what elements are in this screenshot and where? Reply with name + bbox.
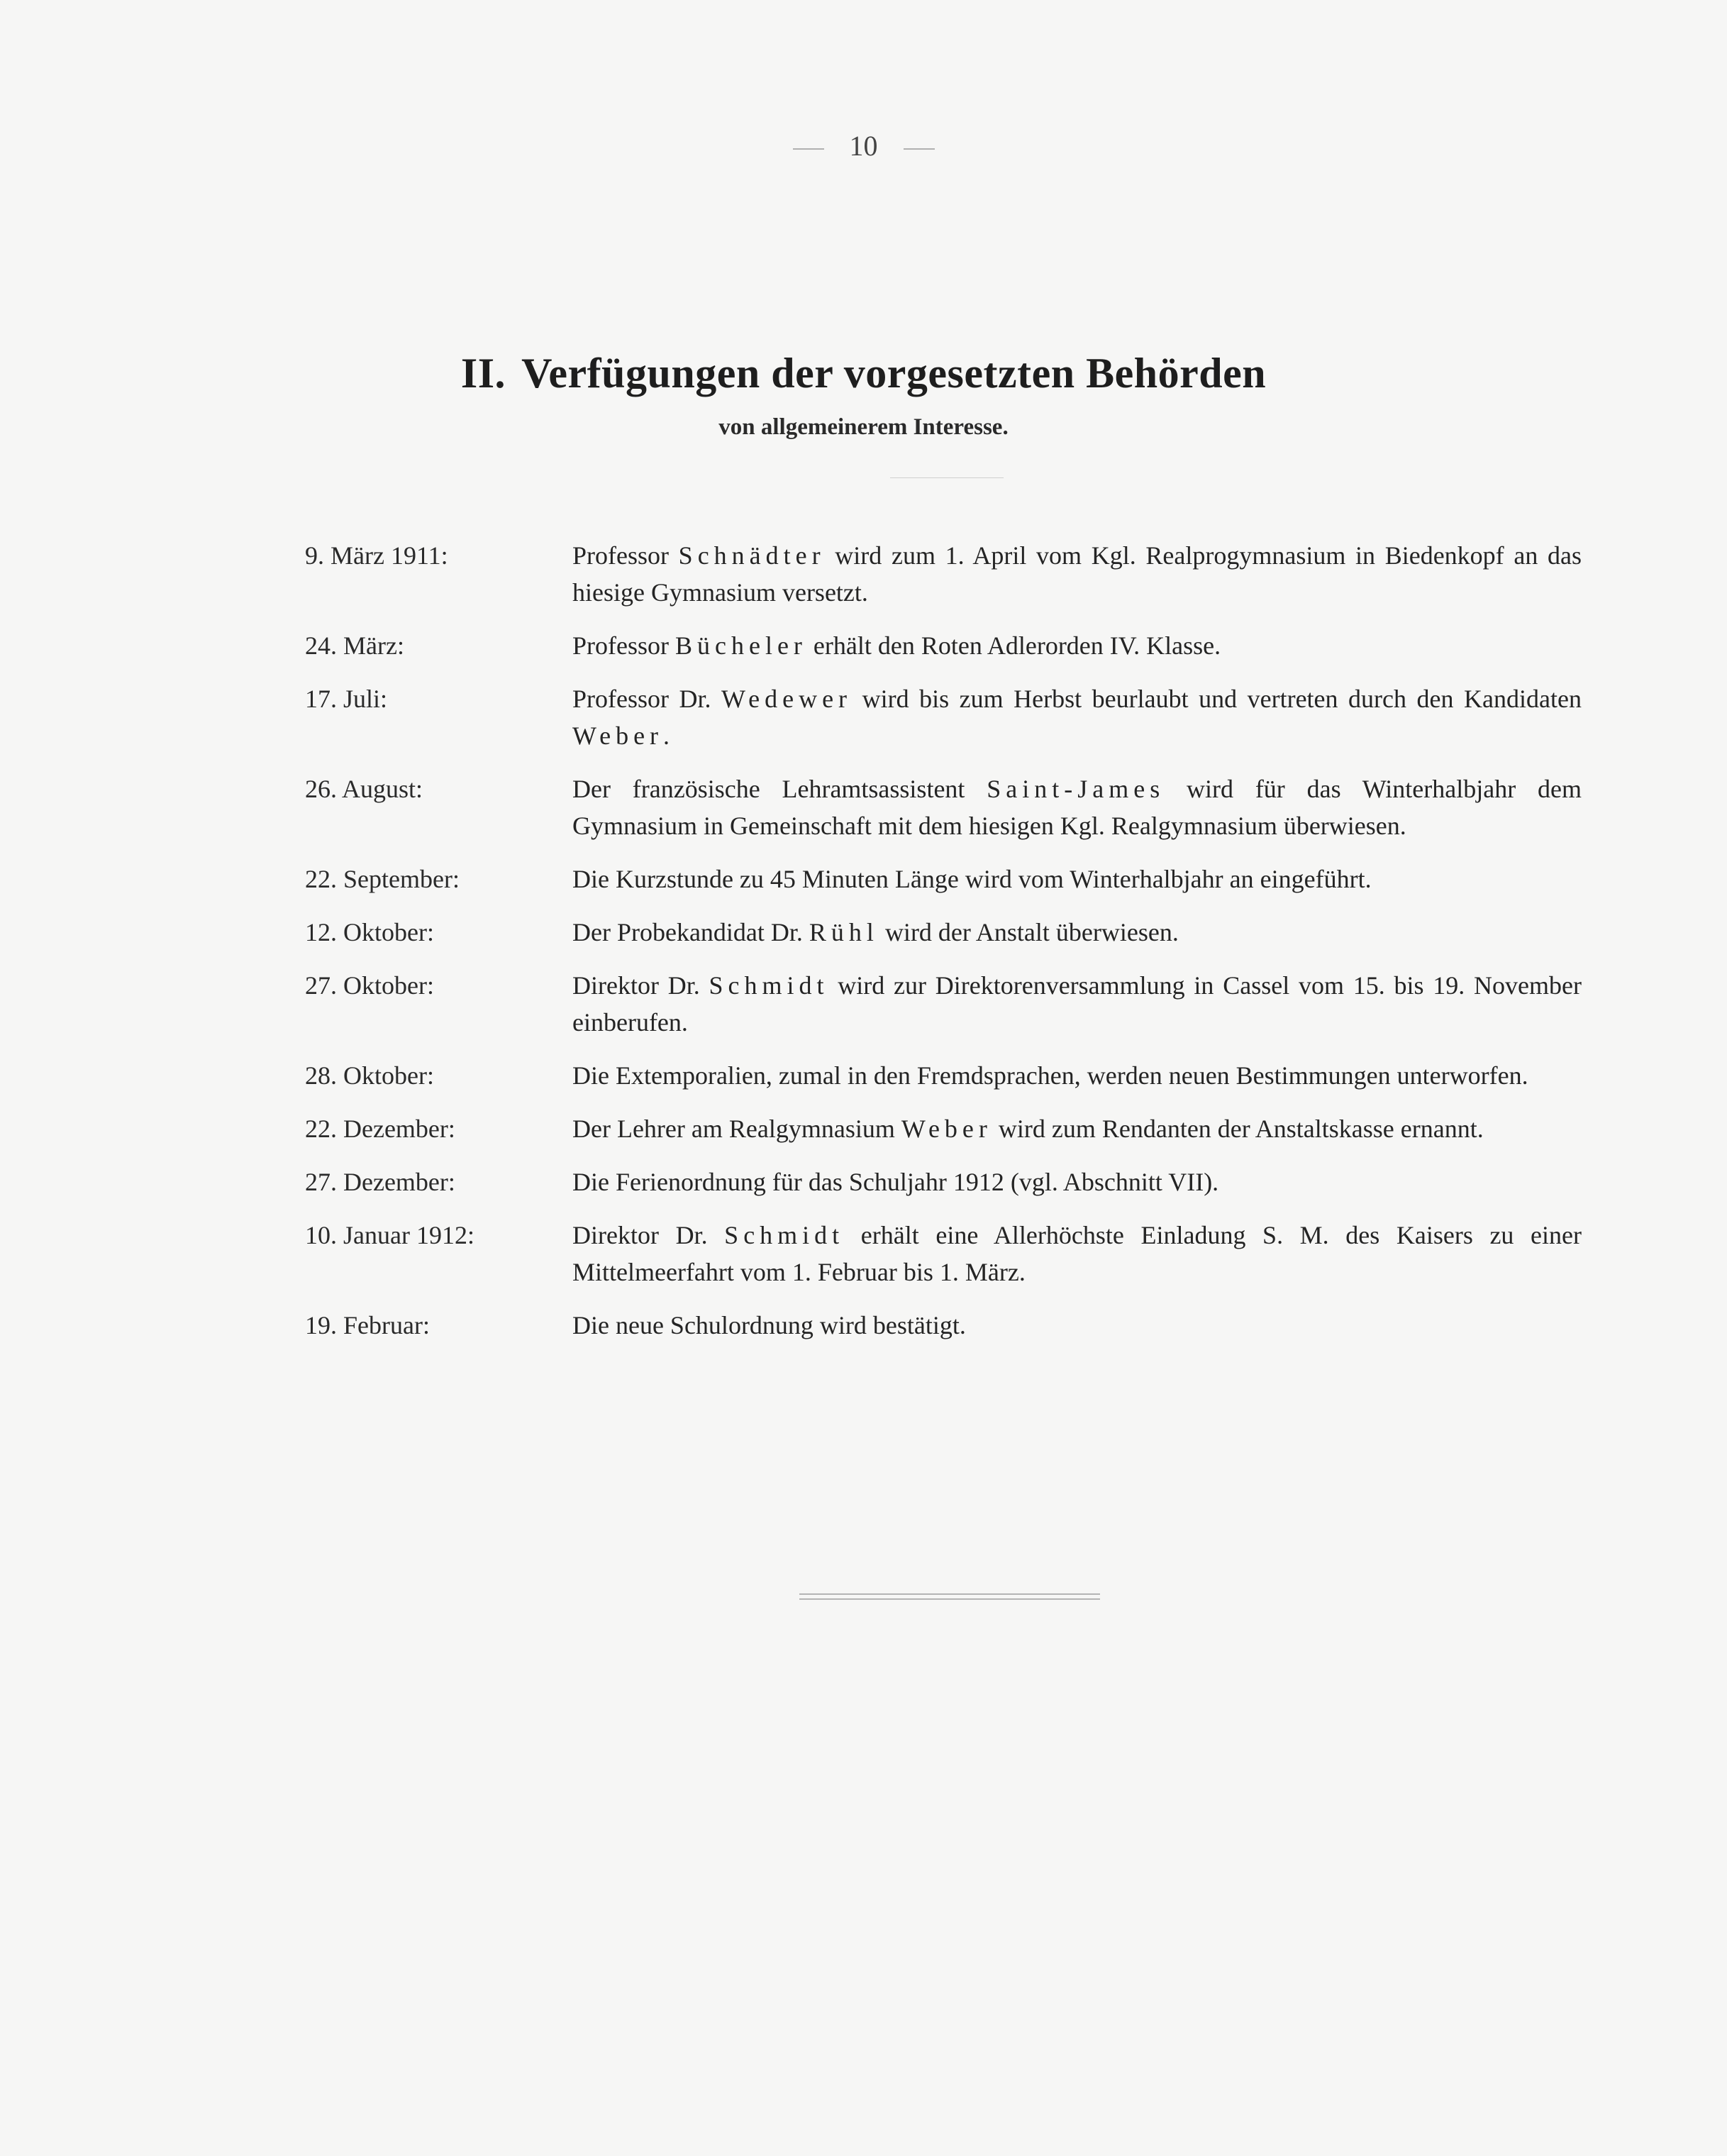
- spaced-name: Saint-James: [987, 775, 1165, 803]
- section-title: [0, 349, 1727, 398]
- decree-text-part: Die Extemporalien, zumal in den Fremdsprachen, werden neuen Bestimmungen unterworfen.: [572, 1061, 1528, 1090]
- decree-text-part: Professor: [572, 541, 679, 570]
- page-number-value: 10: [849, 130, 878, 162]
- decree-text-part: Die neue Schulordnung wird bestätigt.: [572, 1311, 966, 1339]
- decree-entry: [305, 770, 1582, 844]
- decree-entry: [305, 1163, 1582, 1200]
- decree-text: [572, 1163, 1582, 1200]
- decree-text-part: wird bis zum Herbst beurlaubt und vertreten durch den Kandidaten: [852, 685, 1582, 713]
- section-title-text: Verfügungen der vorgesetzten Behörden: [521, 350, 1267, 397]
- end-divider-line-2: [799, 1598, 1100, 1600]
- decree-entry: [305, 680, 1582, 754]
- decree-text: [572, 627, 1582, 664]
- decree-date: 27. Oktober:: [305, 971, 434, 1000]
- spaced-name: Schmidt: [709, 971, 829, 1000]
- section-numeral: II.: [460, 350, 506, 397]
- decree-text-part: Direktor Dr.: [572, 971, 709, 1000]
- decree-date: 17. Juli:: [305, 685, 388, 713]
- decree-entry: [305, 537, 1582, 611]
- decree-text-part: Professor Dr.: [572, 685, 722, 713]
- spaced-name: Rühl: [809, 918, 879, 946]
- decree-date: 19. Februar:: [305, 1311, 430, 1339]
- decree-entry: [305, 967, 1582, 1041]
- decree-text-part: Professor: [572, 631, 675, 660]
- page-number-dash-right: [904, 148, 935, 150]
- title-divider: [890, 477, 1004, 478]
- decree-text: [572, 967, 1582, 1041]
- decree-text: [572, 861, 1582, 897]
- decree-text: [572, 537, 1582, 611]
- decree-date: 26. August:: [305, 775, 423, 803]
- decree-text-part: wird zum 1. April vom Kgl. Realprogymnasium in Biedenkopf an das hiesige Gymnasium versetzt.: [572, 541, 1582, 607]
- decree-text-part: wird der Anstalt überwiesen.: [878, 918, 1179, 946]
- spaced-name: Schmidt: [724, 1221, 845, 1249]
- decree-date: 10. Januar 1912:: [305, 1221, 474, 1249]
- decree-date: 28. Oktober:: [305, 1061, 434, 1090]
- spaced-name: Weber: [901, 1115, 992, 1143]
- decree-date: 12. Oktober:: [305, 918, 434, 946]
- decree-text-part: erhält eine Allerhöchste Einladung S. M. des Kaisers zu einer Mittelmeerfahrt vom 1. Februar bis 1. März.: [572, 1221, 1582, 1286]
- page-number-dash-left: [793, 148, 824, 150]
- decree-date: 22. September:: [305, 865, 460, 893]
- spaced-name: Bücheler: [674, 631, 807, 660]
- decree-text-part: Der französische Lehramtsassistent: [572, 775, 987, 803]
- page-number: [0, 129, 1727, 162]
- decree-date: 9. März 1911:: [305, 541, 448, 570]
- decree-list: [305, 537, 1582, 1360]
- decree-text-part: wird für das Winterhalbjahr dem Gymnasium in Gemeinschaft mit dem hiesigen Kgl. Realgymnasium überwiesen.: [572, 775, 1582, 840]
- decree-text-part: Die Kurzstunde zu 45 Minuten Länge wird vom Winterhalbjahr an eingeführt.: [572, 865, 1372, 893]
- decree-entry: [305, 1110, 1582, 1147]
- decree-text: [572, 1057, 1582, 1094]
- decree-date: 24. März:: [305, 631, 404, 660]
- decree-text: [572, 680, 1582, 754]
- decree-entry: [305, 914, 1582, 951]
- decree-text: [572, 770, 1582, 844]
- decree-text-part: wird zum Rendanten der Anstaltskasse ernannt.: [992, 1115, 1484, 1143]
- decree-text-part: Die Ferienordnung für das Schuljahr 1912 (vgl. Abschnitt VII).: [572, 1168, 1219, 1196]
- decree-text-part: Der Lehrer am Realgymnasium: [572, 1115, 901, 1143]
- end-divider-line-1: [799, 1593, 1100, 1595]
- decree-entry: [305, 861, 1582, 897]
- decree-entry: [305, 1307, 1582, 1344]
- decree-text: [572, 914, 1582, 951]
- decree-date: 27. Dezember:: [305, 1168, 455, 1196]
- spaced-name: Schnädter: [678, 541, 826, 570]
- spaced-name: Wedewer: [721, 685, 853, 713]
- section-subtitle: von allgemeinerem Interesse.: [718, 414, 1009, 440]
- spaced-name: Weber: [572, 722, 664, 750]
- decree-text-part: Der Probekandidat Dr.: [572, 918, 809, 946]
- decree-text-part: .: [663, 722, 670, 750]
- decree-text-part: erhält den Roten Adlerorden IV. Klasse.: [806, 631, 1221, 660]
- decree-text: [572, 1110, 1582, 1147]
- decree-entry: [305, 1057, 1582, 1094]
- decree-text: [572, 1217, 1582, 1290]
- decree-text: [572, 1307, 1582, 1344]
- decree-text-part: Direktor Dr.: [572, 1221, 725, 1249]
- decree-text-part: wird zur Direktorenversammlung in Cassel vom 15. bis 19. November einberufen.: [572, 971, 1582, 1036]
- decree-entry: [305, 627, 1582, 664]
- decree-date: 22. Dezember:: [305, 1115, 455, 1143]
- decree-entry: [305, 1217, 1582, 1290]
- end-divider: [799, 1593, 1100, 1603]
